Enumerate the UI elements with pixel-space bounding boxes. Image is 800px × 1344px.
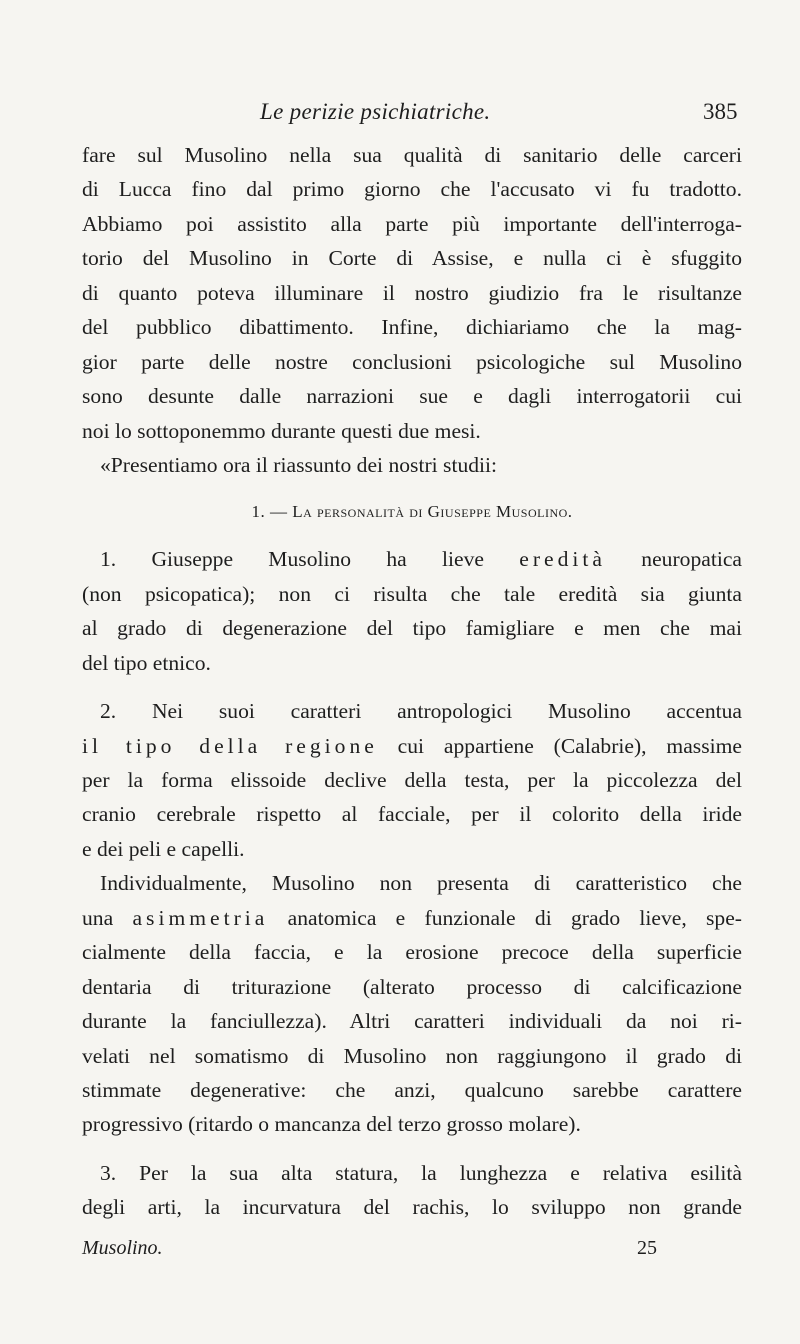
text-line: di Lucca fino dal primo giorno che l'accusato vi fu tradotto. [82, 177, 742, 202]
text-run: anatomica e funzionale di grado lieve, spe- [287, 905, 742, 930]
text-line: del tipo etnico. [82, 650, 211, 675]
text-run: una [82, 905, 114, 930]
text-run: 1. Giuseppe Musolino ha lieve [100, 547, 484, 572]
spaced-term: eredità [519, 547, 607, 572]
text-line: e dei peli e capelli. [82, 836, 245, 861]
text-line: noi lo sottoponemmo durante questi due mesi. [82, 418, 481, 443]
sheet-number: 25 [637, 1237, 657, 1259]
section-number: 1. — [251, 502, 288, 522]
spaced-term: il tipo della regione [82, 733, 378, 758]
point-1 [82, 542, 742, 680]
text-line: Individualmente, Musolino non presenta di caratteristico che [100, 871, 742, 896]
text-line: al grado di degenerazione del tipo famigliare e men che mai [82, 616, 742, 641]
text-line: del pubblico dibattimento. Infine, dichiariamo che la mag- [82, 315, 742, 340]
text-line: dentaria di triturazione (alterato processo di calcificazione [82, 974, 742, 999]
page-number: 385 [703, 99, 738, 124]
paragraph-individual [82, 866, 742, 1142]
paragraph-continuation [82, 138, 742, 448]
text-line [82, 542, 742, 576]
text-run: cui appartiene (Calabrie), massime [397, 733, 742, 758]
spaced-term: asimmetria [132, 905, 269, 930]
text-line: velati nel somatismo di Musolino non raggiungono il grado di [82, 1043, 742, 1068]
text-line: Abbiamo poi assistito alla parte più importante dell'interroga- [82, 211, 742, 236]
point-3 [82, 1156, 742, 1225]
text-run: neuropatica [641, 547, 743, 572]
text-line: 2. Nei suoi caratteri antropologici Musolino accentua [100, 699, 742, 724]
text-line: per la forma elissoide declive della testa, per la piccolezza del [82, 768, 742, 792]
signature-mark: Musolino. [82, 1237, 163, 1259]
text-line: progressivo (ritardo o mancanza del terzo grosso molare). [82, 1112, 581, 1137]
text-line: fare sul Musolino nella sua qualità di sanitario delle carceri [82, 143, 742, 167]
text-line: cialmente della faccia, e la erosione precoce della superficie [82, 940, 742, 965]
text-line [82, 729, 742, 763]
text-line: cranio cerebrale rispetto al facciale, per il colorito della iride [82, 802, 742, 827]
text-line [82, 901, 742, 935]
running-head [0, 99, 800, 129]
text-line: 3. Per la sua alta statura, la lunghezza e relativa esilità [100, 1160, 742, 1185]
section-heading [82, 492, 742, 532]
page-body [82, 138, 742, 1225]
text-line: degli arti, la incurvatura del rachis, lo sviluppo non grande [82, 1195, 742, 1220]
text-line: gior parte delle nostre conclusioni psicologiche sul Musolino [82, 349, 742, 374]
intro-line: «Presentiamo ora il riassunto dei nostri studii: [100, 452, 498, 477]
point-2 [82, 694, 742, 866]
text-line: torio del Musolino in Corte di Assise, e nulla ci è sfuggito [82, 246, 742, 271]
text-line: di quanto poteva illuminare il nostro giudizio fra le risultanze [82, 280, 742, 305]
text-line: sono desunte dalle narrazioni sue e dagli interrogatorii cui [82, 384, 742, 409]
text-line: stimmate degenerative: che anzi, qualcuno sarebbe carattere [82, 1077, 742, 1102]
text-line: durante la fanciullezza). Altri caratteri individuali da noi ri- [82, 1009, 742, 1034]
running-head-title: Le perizie psichiatriche. [260, 99, 491, 124]
page-footer [82, 1237, 742, 1267]
text-line: (non psicopatica); non ci risulta che tale eredità sia giunta [82, 581, 742, 606]
section-title: La personalità di Giuseppe Musolino. [292, 502, 573, 522]
